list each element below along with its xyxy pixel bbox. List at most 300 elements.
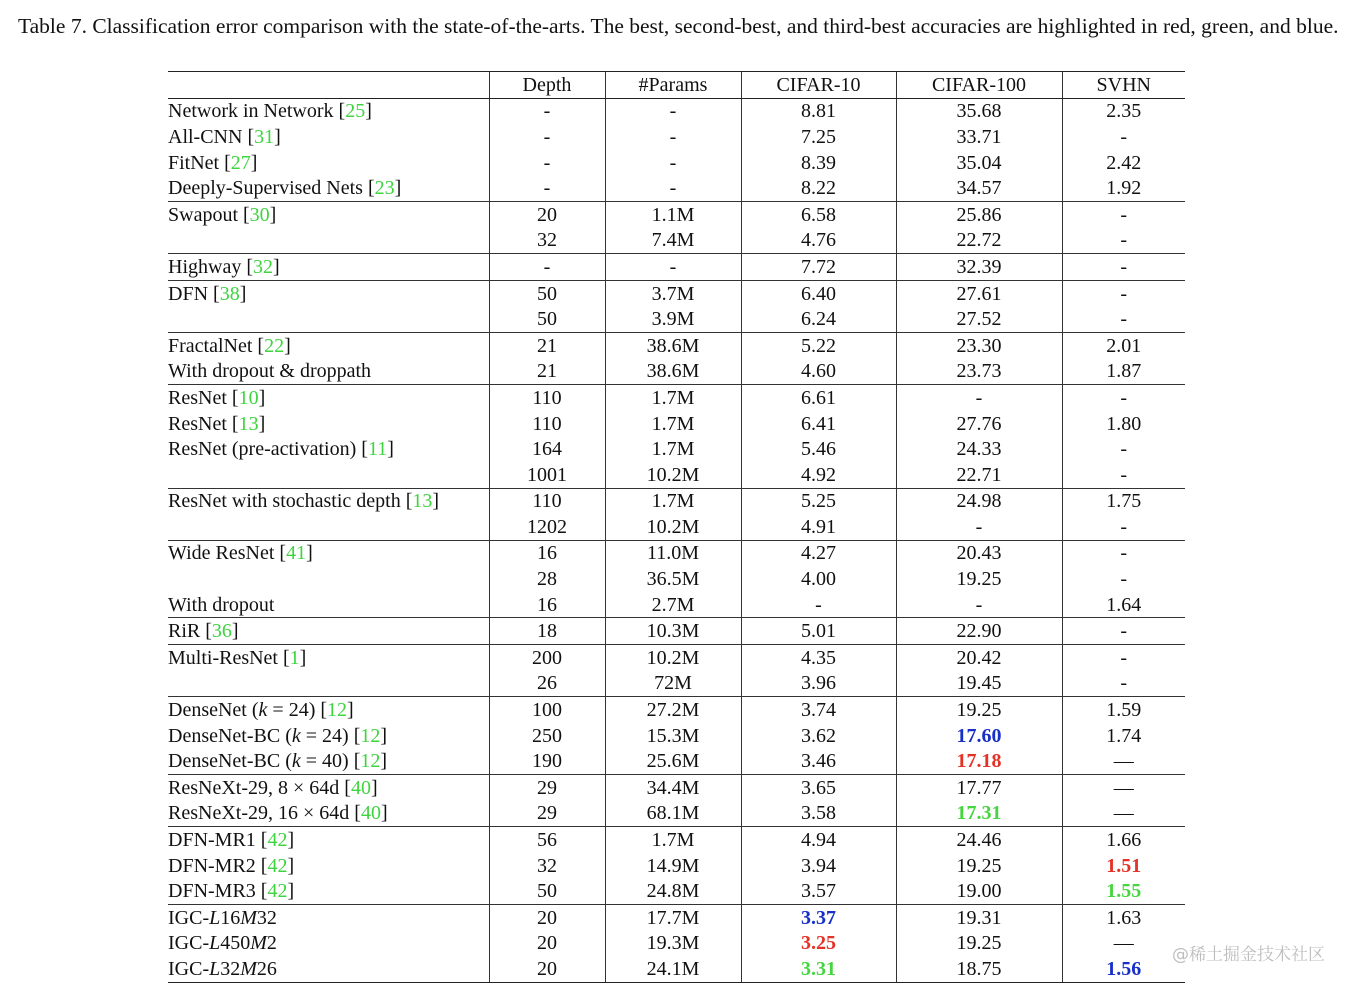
value-params: - [669, 100, 677, 123]
citation-link[interactable]: 22 [264, 334, 285, 357]
cell-c10 [741, 150, 896, 176]
method-name: Wide ResNet [168, 542, 275, 565]
value-depth: 250 [532, 724, 562, 747]
header-method [168, 72, 489, 99]
value-c100: 18.75 [956, 957, 1002, 980]
cell-c10 [741, 748, 896, 774]
value-c100: - [975, 515, 983, 538]
value-c10: 3.65 [801, 776, 836, 799]
value-svhn: 2.42 [1106, 151, 1142, 174]
value-depth: 110 [532, 490, 562, 513]
value-svhn: 1.55 [1106, 880, 1142, 903]
method-cell: Swapout [30] [168, 201, 489, 227]
value-params: 1.7M [651, 490, 695, 513]
value-c100: 19.31 [956, 906, 1002, 929]
method-cell: Highway [32] [168, 254, 489, 281]
cell-c10 [741, 228, 896, 254]
value-c100: 22.90 [956, 620, 1002, 643]
citation-link[interactable]: 30 [249, 203, 270, 226]
math-symbol: k [291, 750, 301, 773]
table-row [168, 359, 1185, 385]
table-row [168, 592, 1185, 618]
cell-depth [489, 931, 605, 957]
citation-link[interactable]: 27 [230, 151, 251, 174]
value-c100: 22.71 [956, 463, 1002, 486]
method-cell: ResNeXt-29, 8 × 64d [40] [168, 775, 489, 801]
citation-link[interactable]: 1 [289, 646, 300, 669]
value-c10: 4.76 [801, 229, 836, 252]
value-params: 1.7M [651, 829, 695, 852]
value-c100: 24.98 [956, 490, 1002, 513]
value-depth: - [543, 125, 551, 148]
method-name: IGC- [168, 906, 210, 929]
value-svhn: 1.59 [1106, 699, 1142, 722]
method-cell [168, 514, 489, 540]
value-svhn: - [1120, 229, 1128, 252]
value-c10: 3.31 [801, 957, 836, 980]
cell-c100 [896, 411, 1062, 437]
math-symbol: k [258, 699, 268, 722]
method-cell: DFN-MR1 [42] [168, 827, 489, 853]
value-depth: 21 [537, 334, 557, 357]
igc-config-part: 2 [266, 932, 277, 955]
cell-params [605, 723, 741, 749]
cell-depth [489, 514, 605, 540]
value-c100: 19.00 [956, 880, 1002, 903]
value-params: - [669, 255, 677, 278]
cell-depth [489, 411, 605, 437]
value-svhn: - [1120, 255, 1128, 278]
cell-params [605, 150, 741, 176]
value-params: 3.7M [651, 282, 695, 305]
table-row [168, 618, 1185, 645]
table-row [168, 956, 1185, 982]
cell-params [605, 540, 741, 566]
value-depth: 50 [537, 880, 557, 903]
cell-params [605, 645, 741, 671]
value-depth: 20 [537, 957, 557, 980]
cell-depth [489, 280, 605, 306]
table-row [168, 462, 1185, 488]
cell-svhn [1062, 697, 1185, 723]
value-svhn: 1.56 [1106, 957, 1142, 980]
cell-params [605, 514, 741, 540]
value-svhn: - [1120, 672, 1128, 695]
cell-params [605, 254, 741, 281]
method-name: All-CNN [168, 125, 243, 148]
value-depth: 164 [532, 438, 562, 461]
value-svhn: 1.75 [1106, 490, 1142, 513]
value-params: 14.9M [646, 854, 700, 877]
cell-svhn [1062, 905, 1185, 931]
value-params: - [669, 177, 677, 200]
value-params: 10.2M [646, 646, 700, 669]
cell-depth [489, 645, 605, 671]
value-svhn: 1.92 [1106, 177, 1142, 200]
cell-c10 [741, 359, 896, 385]
method-cell: FitNet [27] [168, 151, 258, 174]
table-row [168, 645, 1185, 671]
header-params: #Params [605, 72, 741, 99]
cell-svhn [1062, 306, 1185, 332]
table-row [168, 878, 1185, 904]
value-svhn: 1.66 [1106, 829, 1142, 852]
value-c100: - [975, 386, 983, 409]
cell-depth [489, 723, 605, 749]
method-cell: Multi-ResNet [1] [168, 645, 489, 671]
cell-svhn [1062, 566, 1185, 592]
cell-params [605, 462, 741, 488]
value-depth: 110 [532, 386, 562, 409]
citation-link[interactable]: 36 [211, 620, 232, 643]
value-c100: 27.52 [956, 308, 1002, 331]
value-svhn: - [1120, 568, 1128, 591]
cell-depth [489, 801, 605, 827]
value-params: 36.5M [646, 568, 700, 591]
cell-params [605, 98, 741, 124]
cell-params [605, 618, 741, 645]
cell-c10 [741, 645, 896, 671]
cell-c100 [896, 280, 1062, 306]
value-svhn: 2.01 [1106, 334, 1142, 357]
citation-link[interactable]: 23 [374, 177, 395, 200]
header-cifar10: CIFAR-10 [741, 72, 896, 99]
cell-c100 [896, 853, 1062, 879]
cell-svhn [1062, 540, 1185, 566]
cell-svhn [1062, 931, 1185, 957]
method-name: DenseNet ( [168, 699, 259, 722]
value-params: 72M [654, 672, 692, 695]
cell-c100 [896, 175, 1062, 201]
method-cell: Wide ResNet [41] [168, 540, 489, 566]
value-svhn: - [1120, 463, 1128, 486]
cell-depth [489, 697, 605, 723]
method-cell: ResNet [10] [168, 385, 489, 411]
method-name: RiR [168, 620, 201, 643]
value-c100: 17.31 [956, 802, 1002, 825]
value-c10: 3.96 [801, 672, 836, 695]
value-c10: 4.60 [801, 360, 836, 383]
cell-depth [489, 228, 605, 254]
cell-params [605, 801, 741, 827]
value-params: 25.6M [646, 750, 700, 773]
cell-c100 [896, 775, 1062, 801]
cell-depth [489, 878, 605, 904]
method-cell: All-CNN [31] [168, 125, 281, 148]
cell-params [605, 566, 741, 592]
cell-depth [489, 853, 605, 879]
cell-c100 [896, 592, 1062, 618]
cell-svhn [1062, 359, 1185, 385]
cell-c10 [741, 124, 896, 150]
cell-params [605, 697, 741, 723]
cell-c10 [741, 385, 896, 411]
cell-c10 [741, 411, 896, 437]
cell-c100 [896, 827, 1062, 853]
cell-svhn [1062, 201, 1185, 227]
value-c10: 5.46 [801, 438, 836, 461]
cell-svhn [1062, 645, 1185, 671]
igc-config-part: 450 [220, 932, 251, 955]
value-c100: 33.71 [956, 125, 1002, 148]
value-params: 2.7M [651, 593, 695, 616]
cell-depth [489, 775, 605, 801]
value-c100: 17.77 [956, 776, 1002, 799]
value-params: 24.1M [646, 957, 700, 980]
cell-c10 [741, 905, 896, 931]
table-caption: Table 7. Classification error comparison with the state-of-the-arts. The best, second-best, and third-best accuracies are highlighted in red, green, and blue. [18, 14, 1339, 38]
citation-link[interactable]: 13 [412, 490, 433, 513]
cell-c100 [896, 488, 1062, 514]
value-c10: 8.81 [801, 100, 836, 123]
cell-params [605, 228, 741, 254]
table-row [168, 801, 1185, 827]
cell-c100 [896, 201, 1062, 227]
value-svhn: 1.63 [1106, 906, 1142, 929]
value-c10: 3.46 [801, 750, 836, 773]
value-c10: - [815, 593, 822, 616]
method-cell: RiR [36] [168, 618, 489, 645]
table-row [168, 748, 1185, 774]
cell-depth [489, 150, 605, 176]
value-params: 68.1M [646, 802, 700, 825]
cell-svhn [1062, 436, 1185, 462]
value-c100: - [975, 593, 983, 616]
cell-svhn [1062, 175, 1185, 201]
citation-link[interactable]: 42 [267, 829, 288, 852]
cell-c10 [741, 436, 896, 462]
value-depth: 16 [537, 542, 557, 565]
citation-link[interactable]: 13 [238, 412, 259, 435]
cell-params [605, 748, 741, 774]
cell-svhn [1062, 228, 1185, 254]
value-svhn: - [1120, 386, 1128, 409]
citation-link[interactable]: 38 [219, 282, 240, 305]
cell-c10 [741, 514, 896, 540]
cell-params [605, 436, 741, 462]
value-c10: 4.35 [801, 646, 836, 669]
cell-params [605, 853, 741, 879]
cell-depth [489, 124, 605, 150]
table-row [168, 175, 1185, 201]
method-cell: ResNet (pre-activation) [11] [168, 438, 394, 461]
cell-params [605, 359, 741, 385]
value-c100: 34.57 [956, 177, 1002, 200]
value-depth: 200 [532, 646, 562, 669]
header-cifar100: CIFAR-100 [896, 72, 1062, 99]
cell-svhn [1062, 98, 1185, 124]
value-svhn: - [1120, 515, 1128, 538]
method-name: Deeply-Supervised Nets [168, 177, 363, 200]
cell-svhn [1062, 124, 1185, 150]
cell-depth [489, 540, 605, 566]
value-params: - [669, 151, 677, 174]
value-c100: 35.04 [956, 151, 1002, 174]
value-c10: 6.24 [801, 308, 836, 331]
value-depth: 29 [537, 776, 557, 799]
value-c100: 22.72 [956, 229, 1002, 252]
cell-c100 [896, 566, 1062, 592]
cell-params [605, 905, 741, 931]
cell-c10 [741, 254, 896, 281]
value-c10: 3.74 [801, 699, 836, 722]
math-text: = 24) [267, 699, 321, 722]
cell-c100 [896, 723, 1062, 749]
value-c100: 19.25 [956, 932, 1002, 955]
cell-c100 [896, 385, 1062, 411]
value-svhn: — [1113, 802, 1134, 825]
value-c100: 24.46 [956, 829, 1002, 852]
cell-depth [489, 254, 605, 281]
cell-svhn [1062, 385, 1185, 411]
method-cell: DFN [38] [168, 280, 489, 306]
value-c100: 19.25 [956, 568, 1002, 591]
cell-svhn [1062, 514, 1185, 540]
value-svhn: - [1120, 438, 1128, 461]
igc-config-part: L [209, 906, 221, 929]
citation-link[interactable]: 40 [350, 776, 371, 799]
cell-c100 [896, 697, 1062, 723]
value-depth: 50 [537, 282, 557, 305]
table-row [168, 697, 1185, 723]
table-row [168, 723, 1185, 749]
cell-svhn [1062, 462, 1185, 488]
table-row [168, 540, 1185, 566]
cell-params [605, 931, 741, 957]
value-depth: 110 [532, 412, 562, 435]
cell-svhn [1062, 853, 1185, 879]
table-row [168, 254, 1185, 281]
citation-link[interactable]: 12 [360, 750, 381, 773]
method-name: ResNeXt-29, 16 × 64d [168, 802, 350, 825]
cell-params [605, 201, 741, 227]
method-cell: Deeply-Supervised Nets [23] [168, 177, 402, 200]
value-depth: - [543, 151, 551, 174]
method-cell: DFN-MR2 [42] [168, 854, 295, 877]
cell-c10 [741, 853, 896, 879]
value-params: 38.6M [646, 334, 700, 357]
cell-params [605, 280, 741, 306]
value-c10: 4.92 [801, 463, 836, 486]
citation-link[interactable]: 10 [238, 386, 259, 409]
table-row [168, 332, 1185, 358]
citation-link[interactable]: 42 [267, 854, 288, 877]
cell-depth [489, 827, 605, 853]
cell-c10 [741, 462, 896, 488]
cell-c100 [896, 905, 1062, 931]
cell-depth [489, 98, 605, 124]
citation-link[interactable]: 25 [345, 100, 366, 123]
method-cell: Network in Network [25] [168, 100, 372, 123]
method-name: ResNeXt-29, 8 × 64d [168, 776, 340, 799]
value-depth: 1001 [527, 463, 567, 486]
cell-params [605, 385, 741, 411]
cell-c10 [741, 878, 896, 904]
cell-params [605, 411, 741, 437]
cell-depth [489, 385, 605, 411]
table-row [168, 228, 1185, 254]
citation-link[interactable]: 32 [253, 255, 273, 278]
cell-svhn [1062, 723, 1185, 749]
method-cell: DenseNet-BC (k = 24) [12] [168, 724, 388, 747]
value-c10: 6.40 [801, 282, 836, 305]
igc-config-part: M [250, 932, 267, 955]
cell-params [605, 332, 741, 358]
cell-depth [489, 488, 605, 514]
citation-link[interactable]: 41 [286, 542, 307, 565]
cell-depth [489, 748, 605, 774]
cell-c10 [741, 488, 896, 514]
cell-c10 [741, 592, 896, 618]
igc-config-part: 26 [256, 957, 277, 980]
cell-c10 [741, 723, 896, 749]
table-row [168, 671, 1185, 697]
method-cell: ResNet [13] [168, 412, 266, 435]
cell-c100 [896, 359, 1062, 385]
cell-depth [489, 201, 605, 227]
cell-c10 [741, 566, 896, 592]
value-depth: 50 [537, 308, 557, 331]
value-c10: 6.41 [801, 412, 836, 435]
cell-c100 [896, 150, 1062, 176]
value-depth: - [543, 255, 551, 278]
citation-link[interactable]: 40 [360, 802, 381, 825]
value-c100: 27.76 [956, 412, 1002, 435]
citation-link[interactable]: 12 [327, 699, 348, 722]
value-c10: 8.39 [801, 151, 836, 174]
math-text: = 24) [300, 724, 354, 747]
value-params: 1.7M [651, 386, 695, 409]
table-row [168, 98, 1185, 124]
method-name: Swapout [168, 203, 238, 226]
cell-c10 [741, 801, 896, 827]
method-name: ResNet with stochastic depth [168, 490, 401, 513]
citation-link[interactable]: 11 [367, 438, 388, 461]
citation-link[interactable]: 42 [267, 880, 288, 903]
table-row [168, 775, 1185, 801]
cell-c10 [741, 827, 896, 853]
table-row [168, 853, 1185, 879]
value-svhn: 2.35 [1106, 100, 1142, 123]
cell-c10 [741, 280, 896, 306]
cell-c10 [741, 98, 896, 124]
cell-params [605, 671, 741, 697]
cell-svhn [1062, 488, 1185, 514]
citation-link[interactable]: 12 [360, 724, 381, 747]
igc-config-part: 32 [256, 906, 277, 929]
method-name: With dropout [168, 593, 275, 616]
value-depth: 190 [532, 750, 562, 773]
cell-params [605, 775, 741, 801]
value-c100: 20.42 [956, 646, 1002, 669]
value-depth: 20 [537, 932, 557, 955]
cell-svhn [1062, 878, 1185, 904]
value-params: 27.2M [646, 699, 700, 722]
cell-c100 [896, 514, 1062, 540]
cell-params [605, 306, 741, 332]
cell-params [605, 878, 741, 904]
value-c10: 8.22 [801, 177, 836, 200]
method-cell: DenseNet-BC (k = 40) [12] [168, 750, 388, 773]
table-row [168, 566, 1185, 592]
value-svhn: - [1120, 282, 1128, 305]
value-params: 10.3M [646, 620, 700, 643]
table-row [168, 905, 1185, 931]
value-c100: 35.68 [956, 100, 1002, 123]
value-c10: 6.61 [801, 386, 836, 409]
cell-c100 [896, 618, 1062, 645]
citation-link[interactable]: 31 [254, 125, 275, 148]
